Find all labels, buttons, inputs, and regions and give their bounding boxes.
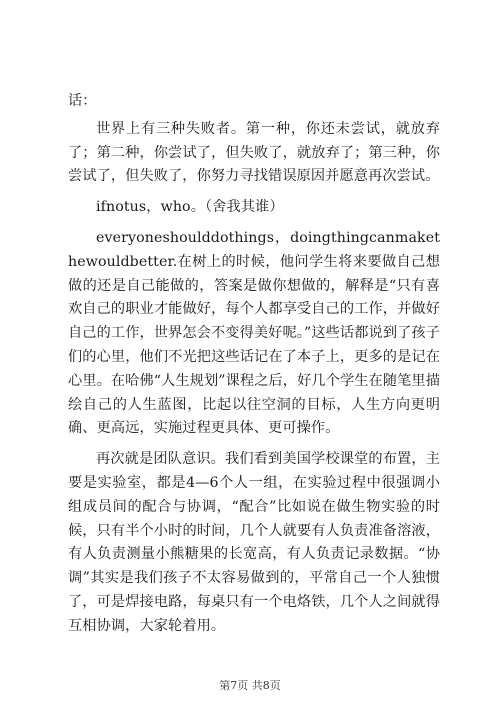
document-body — [68, 90, 440, 639]
paragraph-team-spirit: 再次就是团队意识。我们看到美国学校课堂的布置，主要是实验室，都是4—6个人一组，在实验过程中很强调小组成员间的配合与协调，“配合”比如说在做生物实验的时候，只有半个小时的时间，几个人就要有人负责准备溶液，有人负责测量小熊糖果的长宽高，有人负责记录数据。“协调”其实是我们孩子不太容易做到的，平常自己一个人独惯了，可是焊接电路，每桌只有一个电烙铁，几个人之间就得互相协调，大家轮着用。 — [68, 451, 440, 634]
paragraph-three-failures: 世界上有三种失败者。第一种，你还未尝试，就放弃了；第二种，你尝试了，但失败了，就放弃了；第三种，你尝试了，但失败了，你努力寻找错误原因并愿意再次尝试。 — [68, 120, 440, 185]
page-number-footer: 第7页 共8页 — [219, 679, 281, 692]
paragraph-if-not-us: ifnotus，who。（舍我其谁） — [96, 199, 284, 216]
paragraph-continuation: 话： — [68, 93, 97, 109]
paragraph-life-planning: everyoneshoulddothings，doingthingcanmakethewouldbetter.在树上的时候，他问学生将来要做自己想做的还是自己能做的，答案是做你想做的，解释是“只有喜欢自己的职业才能做好，每个人都享受自己的工作，并做好自己的工作，世界怎会不变得美好呢。”这些话都说到了孩子们的心里，他们不光把这些话记在了本子上，更多的是记在心里。在哈佛“人生规划”课程之后，好几个学生在随笔里描绘自己的人生蓝图，比起以往空洞的目标，人生方向更明确、更高远，实施过程更具体、更可操作。 — [68, 229, 440, 437]
